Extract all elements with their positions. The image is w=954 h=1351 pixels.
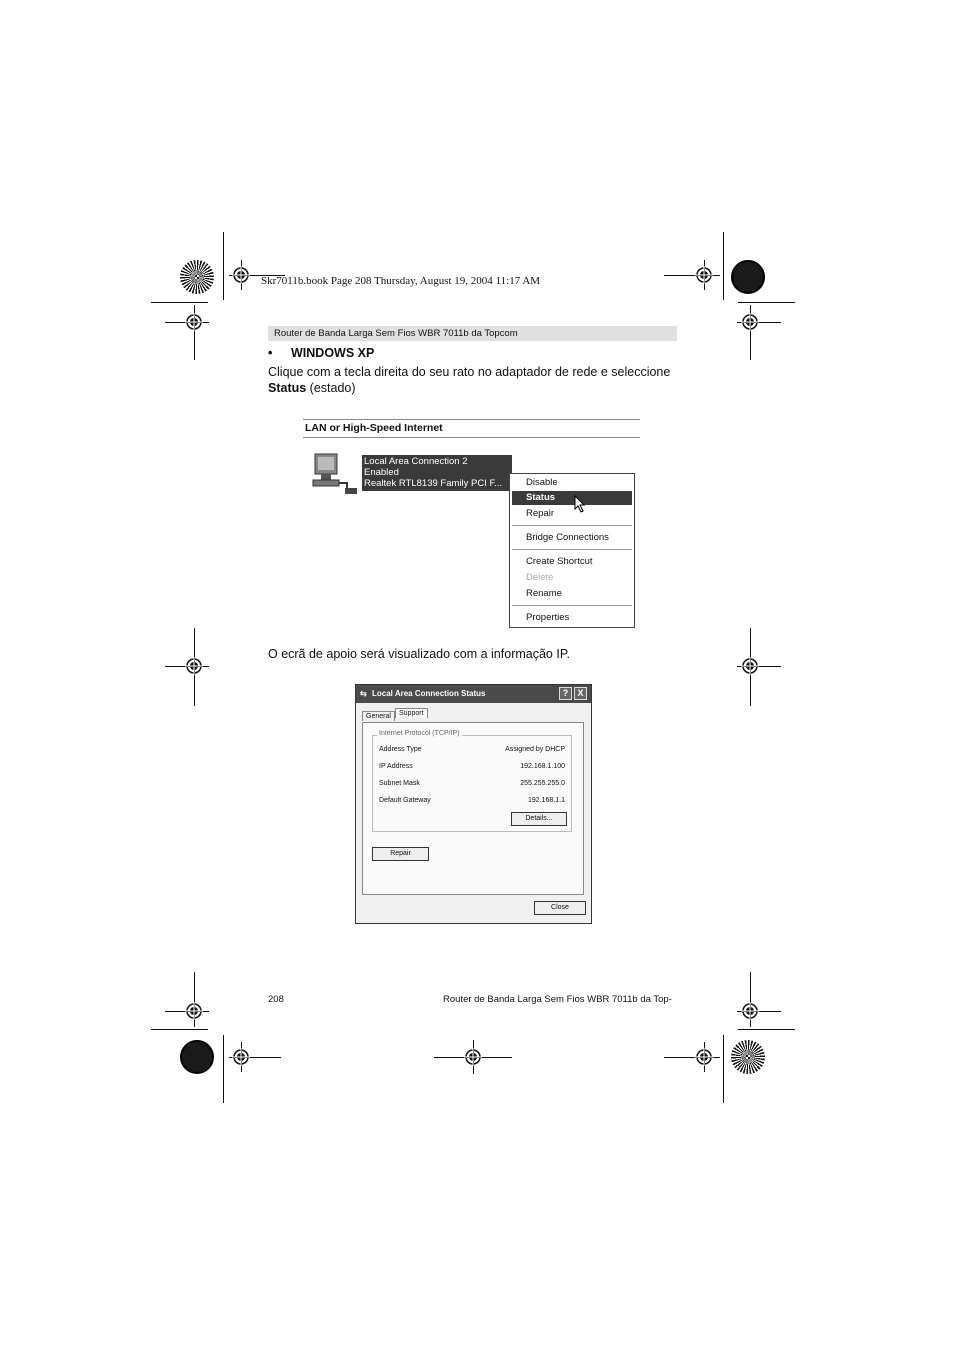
registration-mark-icon [232, 1048, 250, 1066]
footer-title: Router de Banda Larga Sem Fios WBR 7011b da Top- [443, 994, 672, 1005]
close-window-button[interactable]: X [574, 687, 587, 700]
bullet: • [268, 346, 273, 360]
print-header: Skr7011b.book Page 208 Thursday, August 19, 2004 11:17 AM [261, 275, 541, 287]
registration-mark-icon [185, 313, 203, 331]
dialog-title: Local Area Connection Status [372, 689, 486, 698]
menu-item-disable[interactable]: Disable [526, 477, 558, 488]
registration-mark-icon [185, 1002, 203, 1020]
row-value: 192.168.1.100 [520, 763, 565, 770]
menu-item-delete: Delete [526, 572, 554, 583]
color-rosette-icon [180, 1040, 214, 1074]
menu-item-status[interactable]: Status [526, 492, 556, 503]
connection-status-dialog [355, 684, 592, 924]
registration-mark-icon [741, 1002, 759, 1020]
network-icon: ⇆ [360, 689, 367, 698]
section-title: WINDOWS XP [291, 346, 375, 360]
tab-support[interactable]: Support [395, 708, 428, 718]
connection-status: Enabled [364, 467, 399, 478]
menu-item-create-shortcut[interactable]: Create Shortcut [526, 556, 593, 567]
connection-item[interactable] [362, 455, 512, 491]
registration-mark-icon [464, 1048, 482, 1066]
network-connections-screenshot [303, 418, 643, 638]
running-header: Router de Banda Larga Sem Fios WBR 7011b da Topcom [268, 326, 677, 341]
menu-item-repair[interactable]: Repair [526, 508, 554, 519]
instruction-rest: (estado) [306, 381, 356, 395]
info-row [379, 780, 565, 790]
registration-mark-icon [185, 657, 203, 675]
menu-separator [512, 549, 632, 550]
repair-button[interactable]: Repair [372, 847, 429, 861]
registration-mark-icon [741, 657, 759, 675]
registration-mark-icon [741, 313, 759, 331]
row-key: Address Type [379, 746, 422, 753]
network-adapter-icon[interactable] [311, 450, 361, 498]
row-key: Subnet Mask [379, 780, 420, 787]
group-header: LAN or High-Speed Internet [305, 422, 443, 434]
instruction-bold: Status [268, 381, 307, 395]
menu-item-rename[interactable]: Rename [526, 588, 562, 599]
dialog-titlebar [356, 685, 591, 703]
row-value: Assigned by DHCP [505, 746, 565, 753]
color-rosette-icon [731, 260, 765, 294]
registration-mark-icon [695, 266, 713, 284]
registration-mark-icon [695, 1048, 713, 1066]
row-value: 192.168.1.1 [528, 797, 565, 804]
info-row [379, 746, 565, 756]
help-button[interactable]: ? [559, 687, 572, 700]
connection-adapter: Realtek RTL8139 Family PCI F... [364, 478, 503, 489]
context-menu [509, 473, 635, 628]
details-button[interactable]: Details... [511, 812, 567, 826]
info-row [379, 763, 565, 773]
connection-name: Local Area Connection 2 [364, 456, 468, 467]
menu-separator [512, 525, 632, 526]
support-pane [362, 722, 584, 895]
tcpip-group [372, 730, 572, 832]
info-row [379, 797, 565, 807]
close-button[interactable]: Close [534, 901, 586, 915]
instruction-paragraph [268, 364, 688, 396]
page-number: 208 [268, 994, 284, 1005]
group-label: Internet Protocol (TCP/IP) [379, 730, 460, 737]
row-key: IP Address [379, 763, 413, 770]
row-value: 255.255.255.0 [520, 780, 565, 787]
registration-mark-icon [232, 266, 250, 284]
menu-item-properties[interactable]: Properties [526, 612, 570, 623]
mouse-cursor-icon [574, 495, 586, 513]
caption-ip-info: O ecrã de apoio será visualizado com a informação IP. [268, 647, 571, 661]
color-rosette-icon [180, 260, 214, 294]
color-rosette-icon [731, 1040, 765, 1074]
tab-general[interactable]: General [362, 711, 395, 721]
instruction-text: Clique com a tecla direita do seu rato no adaptador de rede e seleccione [268, 365, 671, 379]
row-key: Default Gateway [379, 797, 431, 804]
menu-separator [512, 605, 632, 606]
menu-item-bridge-connections[interactable]: Bridge Connections [526, 532, 609, 543]
